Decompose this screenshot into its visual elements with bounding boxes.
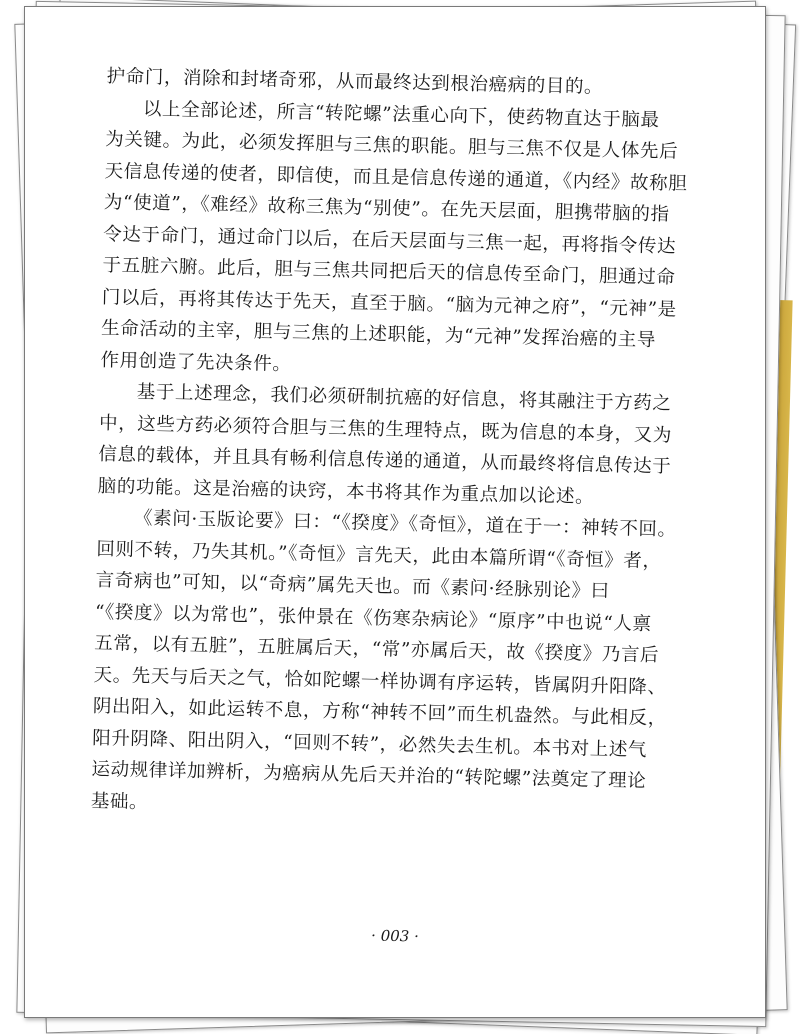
page-number: · 003 · (370, 926, 420, 946)
text-line: 生命活动的主宰，胆与三焦的上述职能，为“元神”发挥治癌的主导 (100, 317, 657, 352)
text-line: 为“使道”，《难经》故称三焦为“别使”。在先天层面，胆携带脑的指 (103, 191, 670, 226)
text-line: “《揆度》以为常也”，张仲景在《伤寒杂病论》“原序”中也说“人禀 (94, 601, 652, 635)
paragraph-start-line: 基于上述理念，我们必须研制抗癌的好信息，将其融注于方药之 (136, 381, 672, 415)
text-line: 五常，以有五脏”，五脏属后天，“常”亦属后天，故《揆度》乃言后 (94, 632, 660, 667)
text-line: 阳升阴降、阳出阴入，“回则不转”，必然失去生机。本书对上述气 (92, 727, 648, 761)
text-line: 护命门，消除和封堵奇邪，从而最终达到根治癌病的目的。 (106, 65, 604, 98)
text-line: 天信息传递的使者，即信使，而且是信息传递的通道，《内经》故称胆 (104, 160, 688, 195)
text-line: 阴出阳入，如此运转不息，方称“神转不回”而生机盎然。与此相反， (92, 695, 668, 730)
text-line: 信息的载体，并且具有畅利信息传递的通道，从而最终将信息传达于 (98, 443, 672, 478)
text-line: 基础。 (90, 790, 149, 813)
text-line: 为关键。为此，必须发挥胆与三焦的职能。胆与三焦不仅是人体先后 (105, 128, 679, 163)
paragraph-start-line: 以上全部论述，所言“转陀螺”法重心向下，使药物直达于脑最 (142, 98, 660, 131)
text-line: 运动规律详加辨析，为癌病从先后天并治的“转陀螺”法奠定了理论 (91, 758, 647, 792)
text-line: 于五脏六腑。此后，胆与三焦共同把后天的信息传至命门，胆通过命 (102, 254, 676, 289)
body-text (90, 61, 688, 829)
text-line: 作用创造了先决条件。 (100, 349, 292, 375)
text-line: 令达于命门，通过命门以后，在后天层面与三焦一起，再将指令传达 (102, 223, 677, 257)
text-line: 中，这些方药必须符合胆与三焦的生理特点，既为信息的本身，又为 (98, 412, 673, 446)
text-line: 言奇病也”可知，以“奇病”属先天也。而《素问·经脉别论》曰 (95, 569, 610, 603)
text-line: 回则不转，乃失其机。”《奇恒》言先天，此由本篇所谓“《奇恒》者， (96, 538, 662, 572)
text-line: 脑的功能。这是治癌的诀窍，本书将其作为重点加以论述。 (97, 475, 595, 508)
text-line: 天。先天与后天之气，恰如陀螺一样协调有序运转，皆属阴升阳降、 (93, 664, 667, 698)
paragraph-start-line: 《素问·玉版论要》曰：“《揆度》《奇恒》，道在于一：神转不回。 (133, 507, 677, 541)
book-page (24, 6, 766, 1018)
text-line: 门以后，再将其传达于先天，直至于脑。“脑为元神之府”，“元神”是 (101, 286, 677, 320)
